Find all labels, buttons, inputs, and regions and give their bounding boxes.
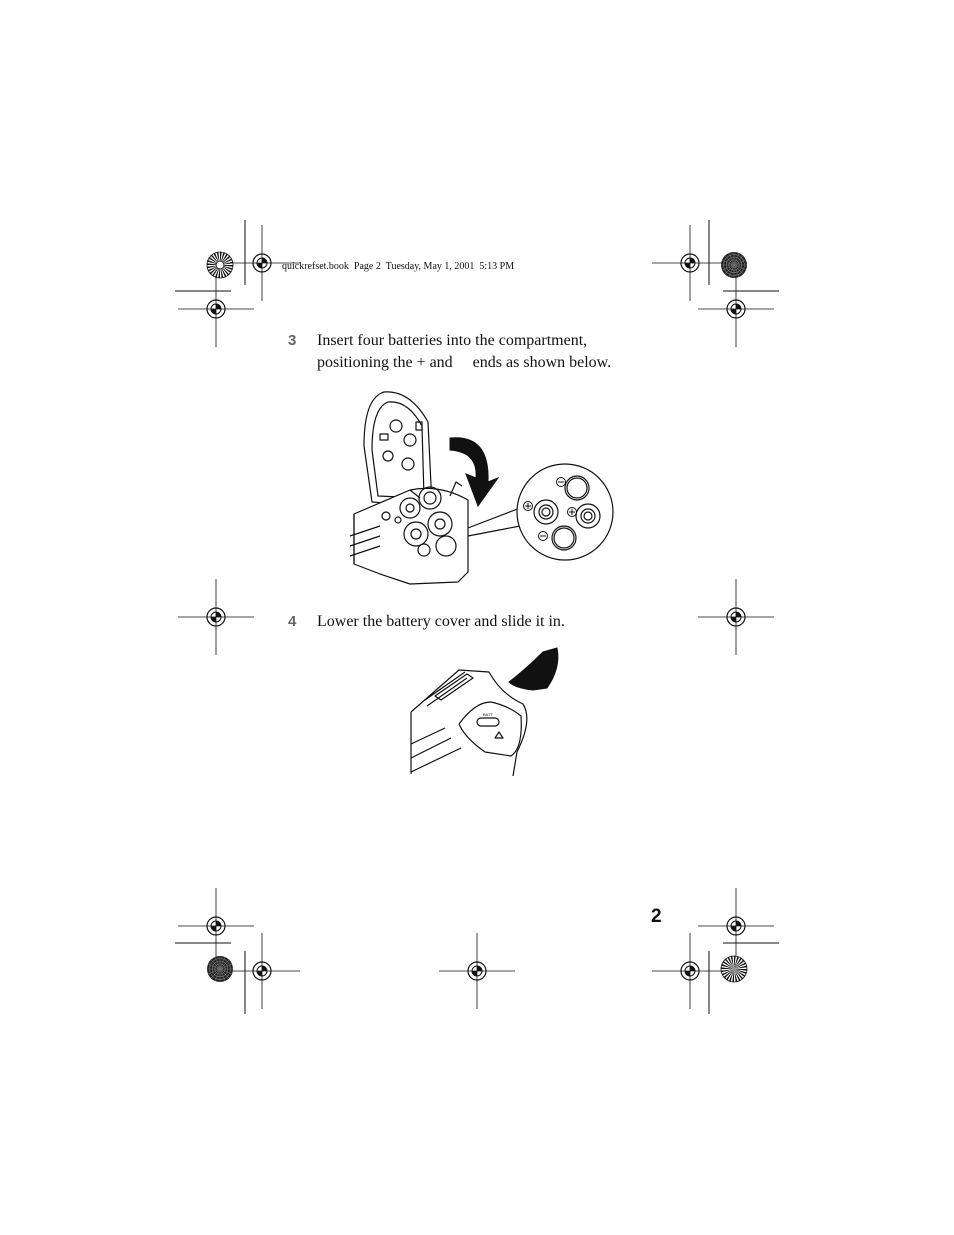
step-text-line2: positioning the + and ends as shown below. [317,354,612,371]
rosette-icon [207,956,233,982]
starburst-icon [721,956,747,982]
svg-text:BATT: BATT [483,712,493,717]
step-number: 4 [288,613,297,630]
step-text-line1: Insert four batteries into the compartment, [317,332,588,349]
print-slug: quickrefset.book Page 2 Tuesday, May 1, 2001 5:13 PM [282,261,515,272]
battery-insertion-illustration [350,386,630,586]
starburst-icon [207,252,233,278]
step-text-line1: Lower the battery cover and slide it in. [317,613,565,630]
step-number: 3 [288,332,297,349]
battery-cover-illustration [405,648,565,778]
rosette-icon [721,252,747,278]
page-number: 2 [651,906,662,927]
